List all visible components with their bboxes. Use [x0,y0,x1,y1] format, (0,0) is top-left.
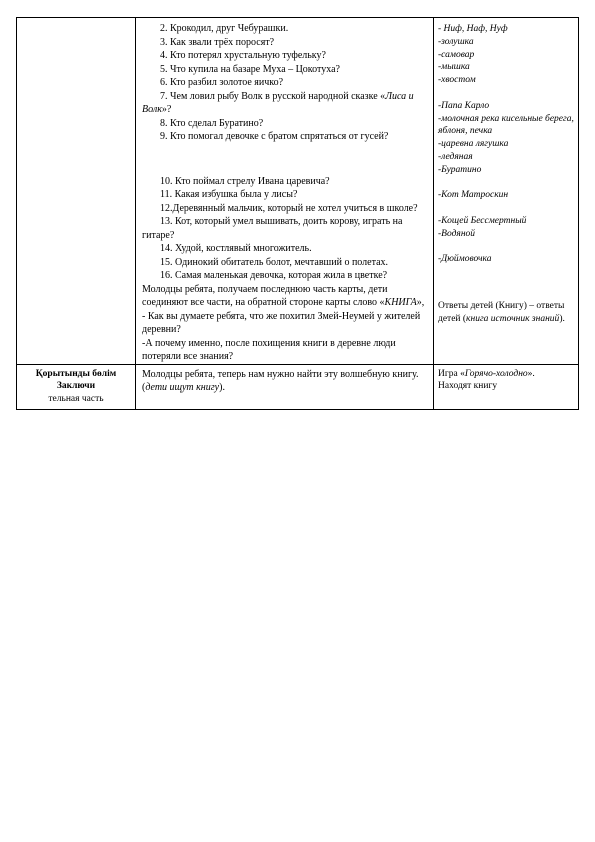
answer: -золушка [438,36,474,47]
answer: -Буратино [438,164,482,175]
question-8: 8. Кто сделал Буратино? [160,117,264,129]
question-12: 12.Деревянный мальчик, который не хотел учиться в школе? [160,202,418,214]
stage-cell [17,364,136,409]
closing-question: -А почему именно, после похищения книги в деревне люди потеряли все знания? [142,337,396,362]
question-10: 10. Кто поймал стрелу Ивана царевича? [160,175,330,187]
spacer [142,144,429,175]
game-line: Игра «Горячо-холодно». [438,368,535,379]
question-11: 11. Какая избушка была у лисы? [160,189,298,200]
answer-gap [438,202,576,215]
stage-cell-empty [17,18,136,365]
answer: -хвостом [438,75,476,86]
answer: -Кот Матроскин [438,190,509,201]
answer: -Папа Карло [438,100,490,111]
lesson-plan-table [16,17,579,410]
answer-gap [438,87,576,100]
question-2: 2. Крокодил, друг Чебурашки. [160,23,289,34]
game-result: Находят книгу [438,381,498,392]
question-9: 9. Кто помогал девочке с братом спрятаться от гусей? [160,131,389,142]
answers-final: Ответы детей (Книгу) – ответы детей (книга источник знаний). [438,301,565,324]
answer: -ледяная [438,151,473,162]
question-13: 13. Кот, который умел вышивать, доить корову, играть на гитаре? [142,216,403,241]
answers-list [434,18,578,326]
answer-gap [438,177,576,190]
game-name: Горячо-холодно [464,368,528,379]
question-15: 15. Одинокий обитатель болот, мечтавший о полетах. [160,256,389,268]
answer: -мышка [438,62,470,73]
question-14: 14. Худой, костлявый многожитель. [160,243,312,254]
questions-cell [136,18,434,365]
answer: -Водяной [438,228,476,239]
answers-cell [434,18,579,365]
question-4: 4. Кто потерял хрустальную туфельку? [160,50,326,61]
table-row [17,364,579,409]
answer: -самовар [438,49,475,60]
answer-gap [438,241,576,254]
question-5: 5. Что купила на базаре Муха – Цокотуха? [160,63,340,75]
stage-line-russian-cont: тельная часть [48,393,104,404]
answer: -Кощей Бессмертный [438,215,527,226]
stage-line-kazakh: Қорытынды бөлім [35,368,117,379]
answer: -царевна лягушка [438,139,509,150]
answer: -Дюймовочка [438,254,492,265]
answer: -молочная река кисельные берега, яблоня, печка [438,113,574,137]
final-italic: дети ищут книгу [145,381,220,393]
tale-title: Лиса и Волк [142,90,414,115]
final-text: Молодцы ребята, теперь нам нужно найти эту волшебную книгу. (дети ищут книгу). [142,368,419,393]
stage-title [17,365,135,406]
closing-word: КНИГА [384,297,417,308]
question-16: 16. Самая маленькая девочка, которая жила в цветке? [160,270,388,281]
game-cell [434,364,579,409]
final-text-cell [136,364,434,409]
stage-line-russian: Заключи [56,381,96,391]
table-row [17,18,579,365]
question-3: 3. Как звали трёх поросят? [160,36,275,48]
game-text [434,365,578,394]
closing-paragraph: Молодцы ребята, получаем последнюю часть карты, дети соединяют все части, на обратной стороне карты слово «КНИГА», - Как вы думаете ребята, что же похитил Змей-Неумей у жителей деревни? [142,283,425,335]
answer: - Ниф, Наф, Нуф [438,24,508,34]
question-7: 7. Чем ловил рыбу Волк в русской народной сказке «Лиса и Волк»? [142,90,414,115]
question-6: 6. Кто разбил золотое яичко? [160,77,284,88]
